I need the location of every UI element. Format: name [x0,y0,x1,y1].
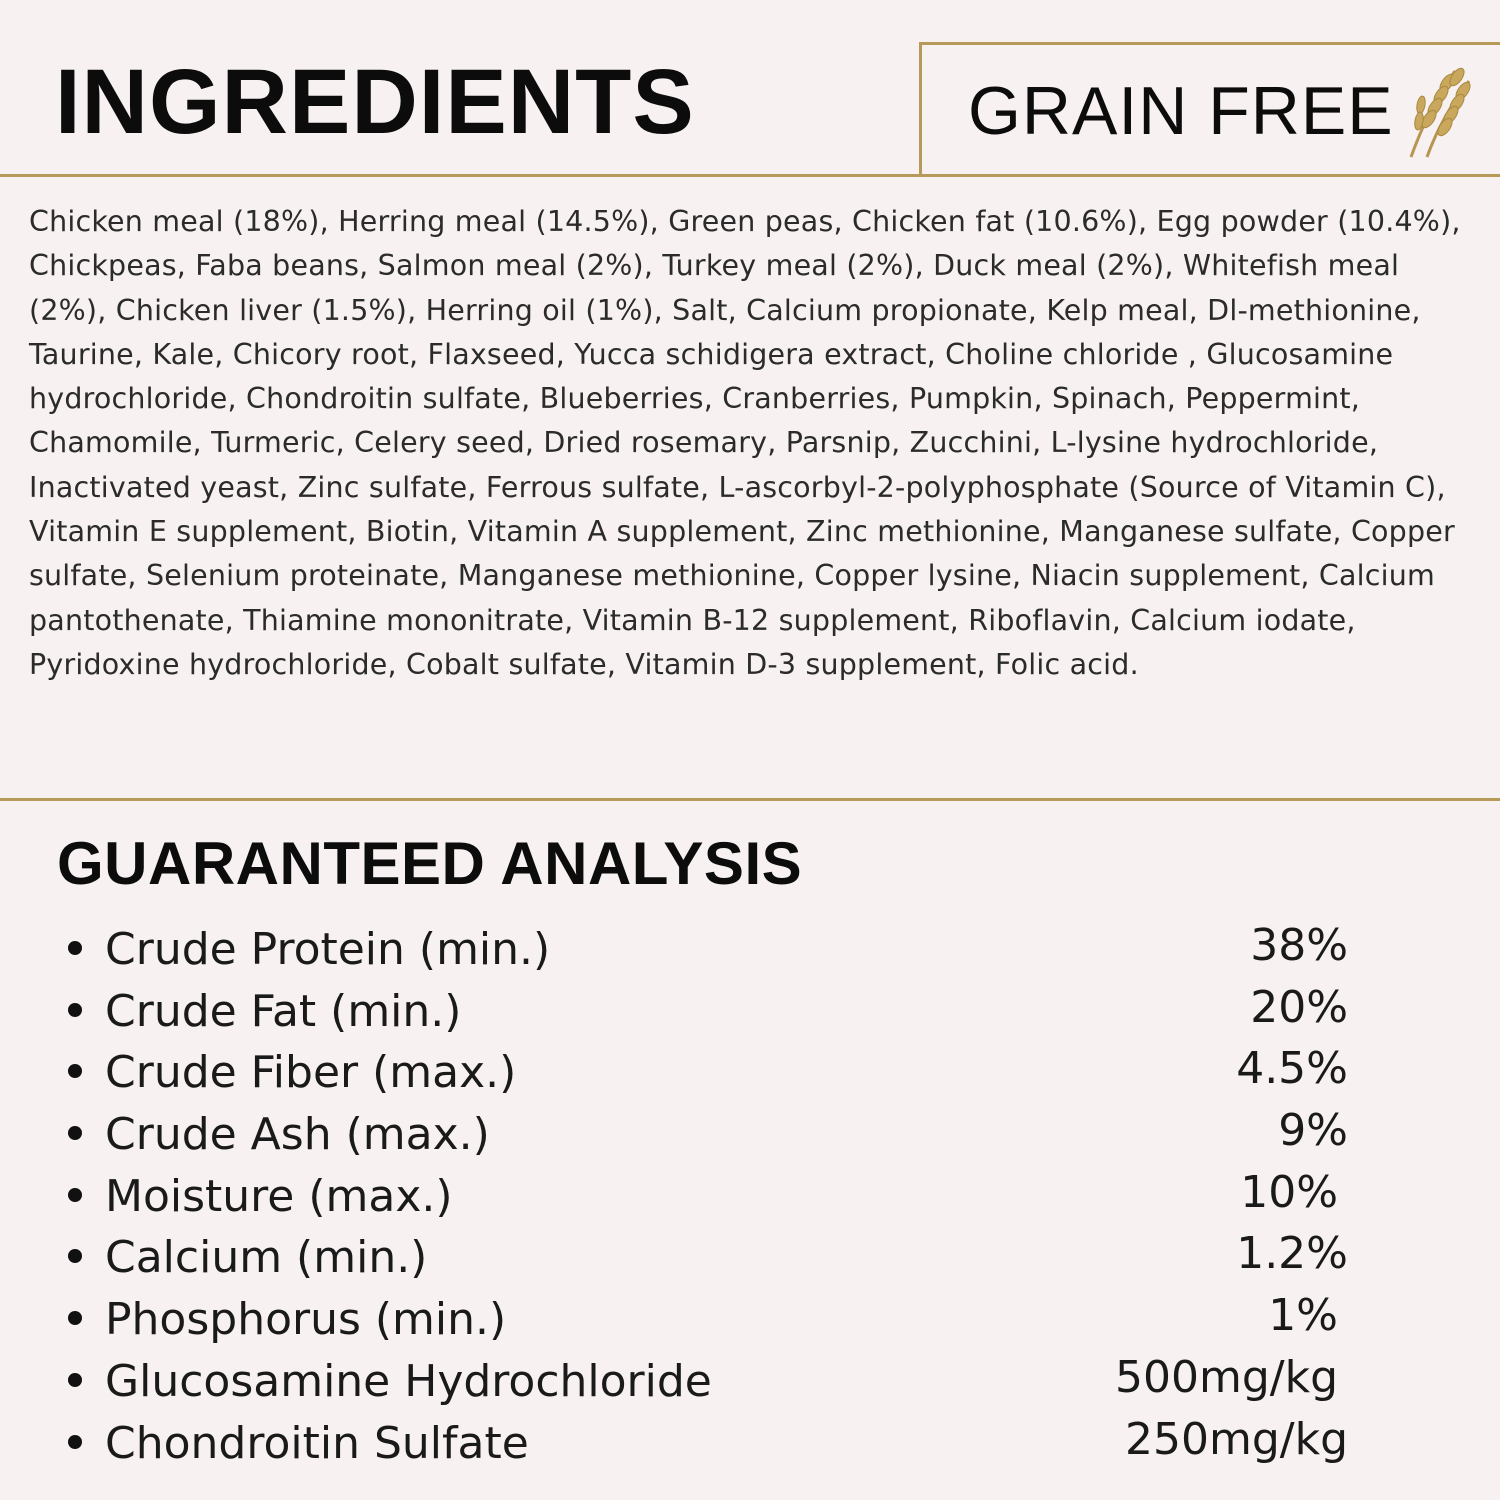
bullet-icon [68,1126,82,1140]
analysis-value: 10% [1240,1166,1338,1218]
analysis-row [0,1165,1500,1227]
analysis-row [0,1041,1500,1103]
page-title: INGREDIENTS [55,51,695,153]
analysis-label: Phosphorus (min.) [105,1294,507,1346]
analysis-list [0,918,1500,1473]
analysis-title: GUARANTEED ANALYSIS [57,830,803,897]
bullet-icon [68,1249,82,1263]
analysis-row [0,1226,1500,1288]
bullet-icon [68,1435,82,1449]
analysis-label: Crude Protein (min.) [105,924,551,975]
analysis-value: 4.5% [1236,1043,1348,1095]
analysis-row [0,1350,1500,1412]
analysis-value: 1.2% [1236,1228,1348,1280]
bullet-icon [68,1188,82,1202]
bullet-icon [68,1373,82,1387]
bullet-icon [68,1064,82,1078]
analysis-row [0,980,1500,1042]
bullet-icon [68,1003,82,1017]
analysis-row [0,1288,1500,1350]
analysis-value: 1% [1268,1290,1338,1342]
badge-label: GRAIN FREE [968,73,1394,149]
analysis-row [0,1412,1500,1474]
analysis-label: Crude Fat (min.) [105,985,462,1037]
bullet-icon [68,941,82,955]
analysis-label: Crude Fiber (max.) [105,1047,517,1099]
analysis-label: Moisture (max.) [105,1170,453,1222]
analysis-label: Calcium (min.) [105,1232,428,1284]
wheat-icon [1397,65,1477,161]
analysis-label: Glucosamine Hydrochloride [105,1355,712,1407]
analysis-label: Crude Ash (max.) [105,1109,490,1161]
analysis-value: 9% [1278,1105,1348,1157]
bullet-icon [68,1311,82,1325]
section-divider [0,798,1500,801]
analysis-value: 250mg/kg [1124,1413,1348,1465]
analysis-row [0,918,1500,980]
analysis-label: Chondroitin Sulfate [105,1417,529,1469]
analysis-value: 500mg/kg [1114,1351,1338,1403]
analysis-row [0,1103,1500,1165]
grain-free-badge [919,42,1500,175]
analysis-value: 38% [1250,920,1348,971]
header-divider [0,174,1500,177]
analysis-value: 20% [1250,981,1348,1033]
ingredients-list: Chicken meal (18%), Herring meal (14.5%), Green peas, Chicken fat (10.6%), Egg powder (10.4%), Chickpeas, Faba beans, Salmon meal (2%), Turkey meal (2%), Duck meal (2%), Whitefish meal (2%), Chicken liver (1.5%), Herring oil (1%), Salt, Calcium propionate, Kelp meal, Dl-methionine, Taurine, Kale, Chicory root, Flaxseed, Yucca schidigera extract, Choline chloride , Glucosamine hydrochloride, Chondroitin sulfate, Blueberries, Cranberries, Pumpkin, Spinach, Peppermint, Chamomile, Turmeric, Celery seed, Dried rosemary, Parsnip, Zucchini, L-lysine hydrochloride, Inactivated yeast, Zinc sulfate, Ferrous sulfate, L-ascorbyl-2-polyphosphate (Source of Vitamin C), Vitamin E supplement, Biotin, Vitamin A supplement, Zinc methionine, Manganese sulfate, Copper sulfate, Selenium proteinate, Manganese methionine, Copper lysine, Niacin supplement, Calcium pantothenate, Thiamine mononitrate, Vitamin B-12 supplement, Riboflavin, Calcium iodate, Pyridoxine hydrochloride, Cobalt sulfate, Vitamin D-3 supplement, Folic acid. [29,205,1461,681]
